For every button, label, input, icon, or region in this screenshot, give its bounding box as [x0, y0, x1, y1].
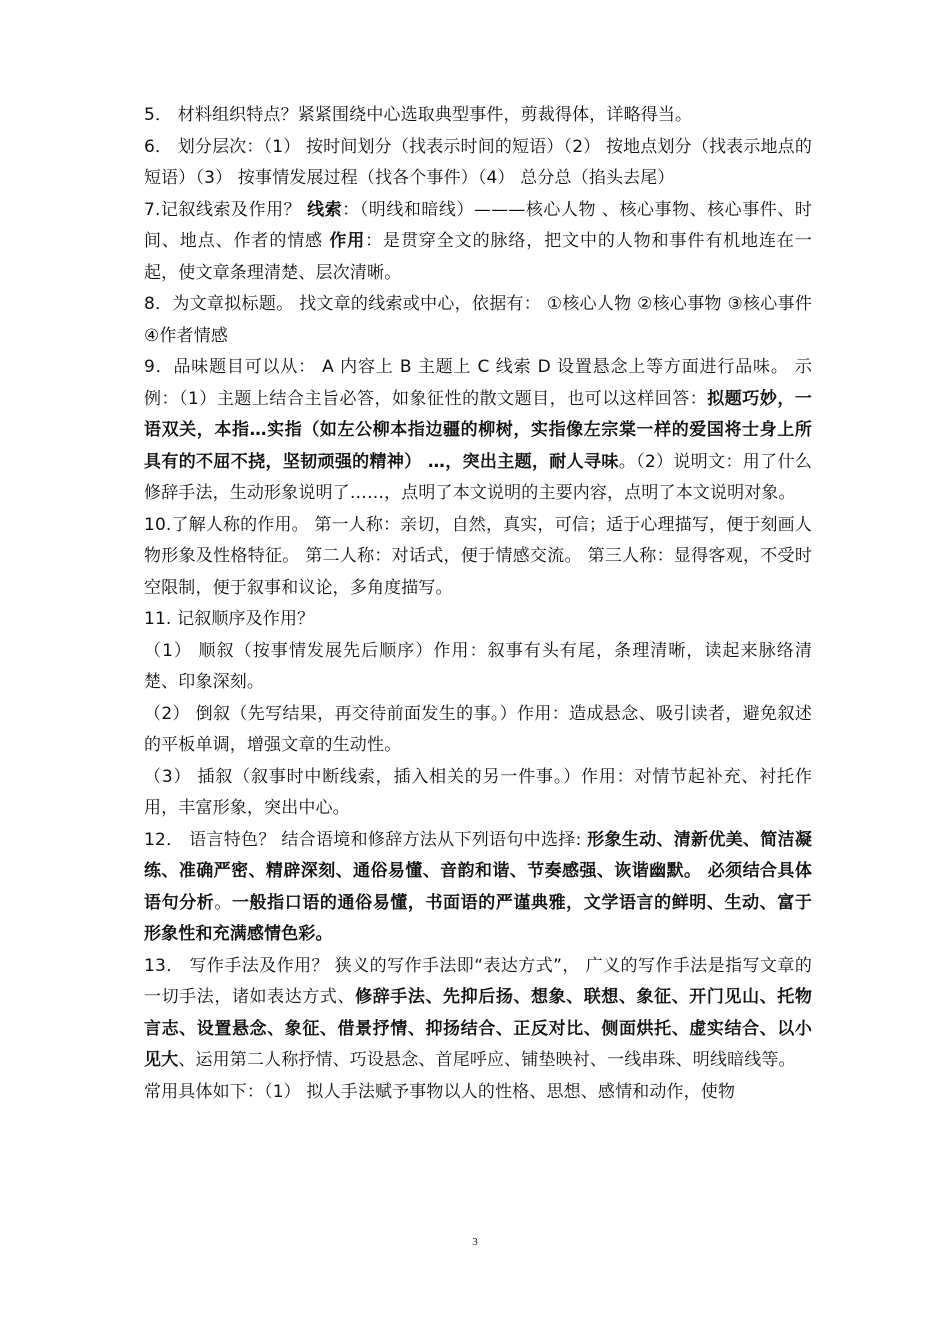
paragraph [144, 289, 812, 352]
paragraph [144, 636, 812, 699]
text-run: （1） 顺叙（按事情发展先后顺序）作用：叙事有头有尾，条理清晰，读起来脉络清楚、印象深刻。 [144, 640, 812, 692]
text-run: ：（明线和暗线）———核心人物 、核心事物、核心事件、时间、地点、作者的情感 [144, 199, 812, 251]
bold-text-run: 线索 [307, 199, 343, 220]
paragraph [144, 1077, 812, 1109]
paragraph [144, 195, 812, 290]
text-run: 、运用第二人称抒情、巧设悬念、首尾呼应、铺垫映衬、一线串珠、明线暗线等。 [178, 1050, 796, 1070]
bold-text-run: 形象生动、清新优美、简洁凝练、准确严密、精辟深刻、通俗易懂、音韵和谐、节奏感强、诙谐幽默。 必须结合具体语句分析 [144, 829, 813, 913]
text-run: 5． 材料组织特点？紧紧围绕中心选取典型事件，剪裁得体，详略得当。 [144, 105, 693, 125]
paragraph [144, 100, 812, 132]
document-body [144, 100, 812, 1108]
text-run: ：是贯穿全文的脉络，把文中的人物和事件有机地连在一起，使文章条理清楚、层次清晰。 [144, 231, 812, 283]
paragraph [144, 762, 812, 825]
bold-text-run: 拟题巧妙，一语双关，本指…实指（如左公柳本指边疆的柳树，实指像左宗棠一样的爱国将士身上所具有的不屈不挠，坚韧顽强的精神） …，突出主题，耐人寻味 [144, 388, 813, 472]
bold-text-run: 作用 [329, 231, 366, 251]
text-run: （2） 倒叙（先写结果，再交待前面发生的事。）作用：造成悬念、吸引读者，避免叙述的平板单调，增强文章的生动性。 [144, 703, 812, 755]
text-run: 8．为文章拟标题。 找文章的线索或中心，依据有： ①核心人物 ②核心事物 ③核心事件 ④作者情感 [144, 294, 812, 346]
text-run: 12． 语言特色？ 结合语境和修辞方法从下列语句中选择: [144, 829, 588, 850]
text-run: 13． 写作手法及作用？ 狭义的写作手法即“表达方式”， 广义的写作手法是指写文章的一切手法，诸如表达方式、 [144, 955, 812, 1007]
paragraph [144, 951, 812, 1077]
text-run: 。（2）说明文：用了什么修辞手法，生动形象说明了……，点明了本文说明的主要内容，点明了本文说明对象。 [144, 451, 812, 503]
text-run: 9．品味题目可以从： A 内容上 B 主题上 C 线索 D 设置悬念上等方面进行品味。 示例：（1）主题上结合主旨必答，如象征性的散文题目，也可以这样回答： [144, 357, 812, 409]
text-run: 常用具体如下：（1） 拟人手法赋予事物以人的性格、思想、感情和动作，使物 [144, 1081, 736, 1102]
text-run: 。 [214, 892, 232, 913]
text-run: 6． 划分层次：（1） 按时间划分（找表示时间的短语）（2） 按地点划分（找表示地点的短语）（3） 按事情发展过程（找各个事件）（4） 总分总（掐头去尾） [144, 136, 812, 188]
bold-text-run: 修辞手法、先抑后扬、想象、联想、象征、开门见山、托物言志、设置悬念、象征、借景抒情、抑扬结合、正反对比、侧面烘托、虚实结合、以小见大 [144, 987, 812, 1070]
text-run: 10.了解人称的作用。 第一人称：亲切，自然，真实，可信；适于心理描写，便于刻画人物形象及性格特征。 第二人称：对话式，便于情感交流。 第三人称：显得客观，不受时空限制，便于叙事和议论，多角度描写。 [144, 514, 812, 598]
paragraph [144, 132, 812, 195]
bold-text-run: 一般指口语的通俗易懂，书面语的严谨典雅，文学语言的鲜明、生动、富于形象性和充满感情色彩。 [144, 892, 812, 944]
paragraph [144, 352, 812, 510]
text-run: （3） 插叙（叙事时中断线索，插入相关的另一件事。）作用：对情节起补充、衬托作用，丰富形象，突出中心。 [144, 766, 812, 818]
page-number: 3 [472, 1236, 478, 1248]
paragraph [144, 699, 812, 762]
paragraph [144, 604, 812, 636]
paragraph [144, 825, 812, 951]
text-run: 7.记叙线索及作用？ [144, 199, 308, 220]
text-run: 11. 记叙顺序及作用？ [144, 609, 315, 629]
paragraph [144, 510, 812, 605]
